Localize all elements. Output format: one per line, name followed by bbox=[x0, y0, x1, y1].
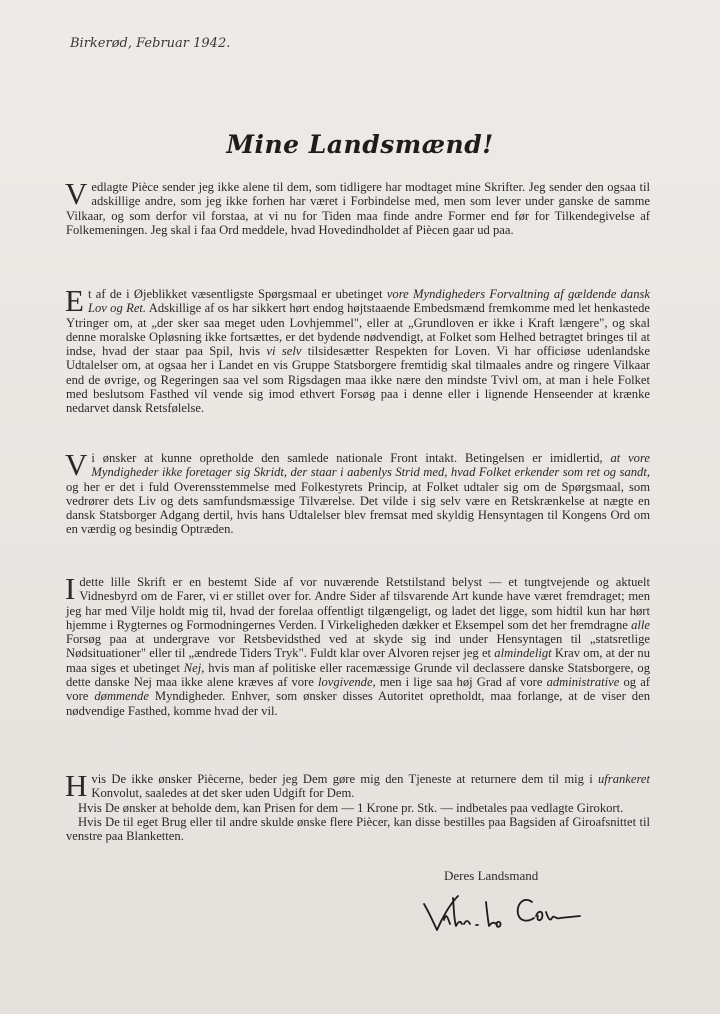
paragraph-text: edlagte Pièce sender jeg ikke alene til dem, som tidligere har modtaget mine Skrifter. Jeg sender den ogsaa til adskillige andre, som jeg ikke forhen har været i Forbindelse med, men som lever under ganske de samme Vilkaar, og som derfor vil forstaa, at vi nu for Tiden maa finde andre Former end før for Tilkendegivelse af Folkemeningen. Jeg skal i faa Ord meddele, hvad Hovedindholdet af Piècen gaar ud paa. bbox=[66, 180, 650, 237]
drop-cap: H bbox=[65, 768, 88, 803]
emphasis-text: dømmende bbox=[94, 689, 149, 704]
paragraph-text: i ønsker at kunne opretholde den samlede nationale Front intakt. Betingelsen er imidlertid, bbox=[91, 451, 611, 465]
emphasis-text: vore Myndigheders Forvaltning af gældende dansk Lov og Ret. bbox=[87, 287, 650, 316]
emphasis-text: Nej, bbox=[183, 660, 205, 675]
paragraph-line: Hvis De til eget Brug eller til andre skulde ønske flere Piècer, kan disse bestilles paa Bagsiden af Giroafsnittet til venstre paa Blanketten. bbox=[66, 814, 650, 844]
paragraph-3 bbox=[65, 447, 650, 537]
paragraph-text: Myndigheder. Enhver, som ønsker disses Autoritet opretholdt, maa forlange, at de viser den nødvendige Fasthed, komme hvad der vil. bbox=[66, 689, 650, 718]
emphasis-text: ufrankeret bbox=[598, 772, 650, 786]
emphasis-text: vi selv bbox=[266, 344, 302, 359]
paragraph-4 bbox=[65, 571, 650, 718]
paragraph-text: Forsøg paa at undergrave vor Retsbevidsthed ved at skyde sig ind under Hensyntagen til „statsretlige Nødsituationer" eller til „ændrede Tiders Tryk". Fuldt klar over Alvoren rejser jeg et bbox=[66, 632, 650, 661]
drop-cap: E bbox=[65, 283, 84, 318]
signature bbox=[420, 890, 590, 940]
drop-cap: I bbox=[65, 571, 76, 606]
paragraph-2 bbox=[65, 283, 650, 416]
paragraph-text: og af vore bbox=[66, 675, 650, 704]
paragraph-text: men i lige saa høj Grad af vore bbox=[375, 675, 547, 690]
paragraph-1 bbox=[65, 176, 650, 237]
paragraph-line: Hvis De ønsker at beholde dem, kan Prisen for dem — 1 Krone pr. Stk. — indbetales paa vedlagte Girokort. bbox=[78, 800, 624, 815]
emphasis-text: administrative bbox=[546, 675, 620, 690]
emphasis-text: lovgivende, bbox=[317, 675, 376, 690]
paragraph-line bbox=[65, 768, 650, 803]
paragraph-text: tilsidesætter Respekten for Loven. Vi har officiøse udenlandske Udtalelser om, at ogsaa her i Landet en vis Gruppe Statsborgere fremtidig skal tilmaales andre og ringere Vilkaar end de øvrige, og Regeringen saa vel som Rigsdagen maa ikke nære den mindste Tvivl om, at man i hele Folket med beslutsom Fasthed vil vende sig imod ethvert Forsøg paa i denne eller i lignende Henseender at krænke nedarvet dansk Retsfølelse. bbox=[66, 344, 650, 416]
paragraph-text: vis De ikke ønsker Piècerne, beder jeg Dem gøre mig den Tjeneste at returnere dem til mig i bbox=[91, 772, 598, 786]
emphasis-text: almindeligt bbox=[494, 646, 552, 661]
paragraph-text: Krav om, at der nu maa siges et ubetinget bbox=[66, 646, 650, 675]
paragraph-text: dette lille Skrift er en bestemt Side af vor nuværende Retstilstand belyst — et tungtvejende og aktuelt Vidnesbyrd om de Farer, vi er stillet over for. Andre Sider af tilsvarende Art kunde have været fremdraget; men jeg har med Vilje holdt mig til, hvad der forelaa offentligt tilgængeligt, og ladet det ligge, som hidtil kun har hørt hjemme i Rygternes og Formodningernes Verden. I Virkeligheden dækker et Eksempel som det her fremdragne bbox=[66, 575, 650, 632]
paragraph-text: Adskillige af os har sikkert hørt endog højtstaaende Embedsmænd fremkomme med let henkastede Ytringer om, at „der sker saa meget uden Lovhjemmel", eller at „Grundloven er ikke i Kraft længere", og skal denne moralske Opløsning ikke fortsættes, er det bydende nødvendigt, at Folket som Helhed betragtet bringes til at indse, hvad der staar paa Spil, hvis bbox=[66, 301, 650, 359]
paragraph-text: og her er det i fuld Overensstemmelse med Folkestyrets Princip, at Folket udtaler sig om de Spørgsmaal, som vedrører dets Liv og dets samfundsmæssige Tilværelse. Det vilde i sig selv være en Retskrænkelse at nægte en dansk Statsborger Adgang dertil, hvis hans Udtalelser blev fremsat med skyldig Hensyntagen til Kongens Ord om en værdig og besindig Optræden. bbox=[66, 479, 650, 537]
paragraph-text: Konvolut, saaledes at det sker uden Udgift for Dem. bbox=[91, 786, 355, 801]
emphasis-text: at vore Myndigheder ikke foretager sig Skridt, der staar i aabenlys Strid med, hvad Folket erkender som ret og sandt, bbox=[91, 451, 650, 480]
drop-cap: V bbox=[65, 176, 88, 211]
paragraph-text: t af de i Øjeblikket væsentligste Spørgsmaal er ubetinget bbox=[87, 287, 387, 301]
drop-cap: V bbox=[65, 447, 88, 482]
dateline: Birkerød, Februar 1942. bbox=[70, 36, 231, 51]
paragraph-text: hvis man af politiske eller racemæssige Grunde vil declassere danske Statsborgere, og dette danske Nej maa ikke alene kræves af vore bbox=[66, 660, 650, 690]
paragraph-5 bbox=[65, 768, 650, 844]
closing-line: Deres Landsmand bbox=[444, 868, 539, 883]
emphasis-text: alle bbox=[631, 617, 650, 632]
salutation-heading: Mine Landsmænd! bbox=[226, 130, 494, 159]
